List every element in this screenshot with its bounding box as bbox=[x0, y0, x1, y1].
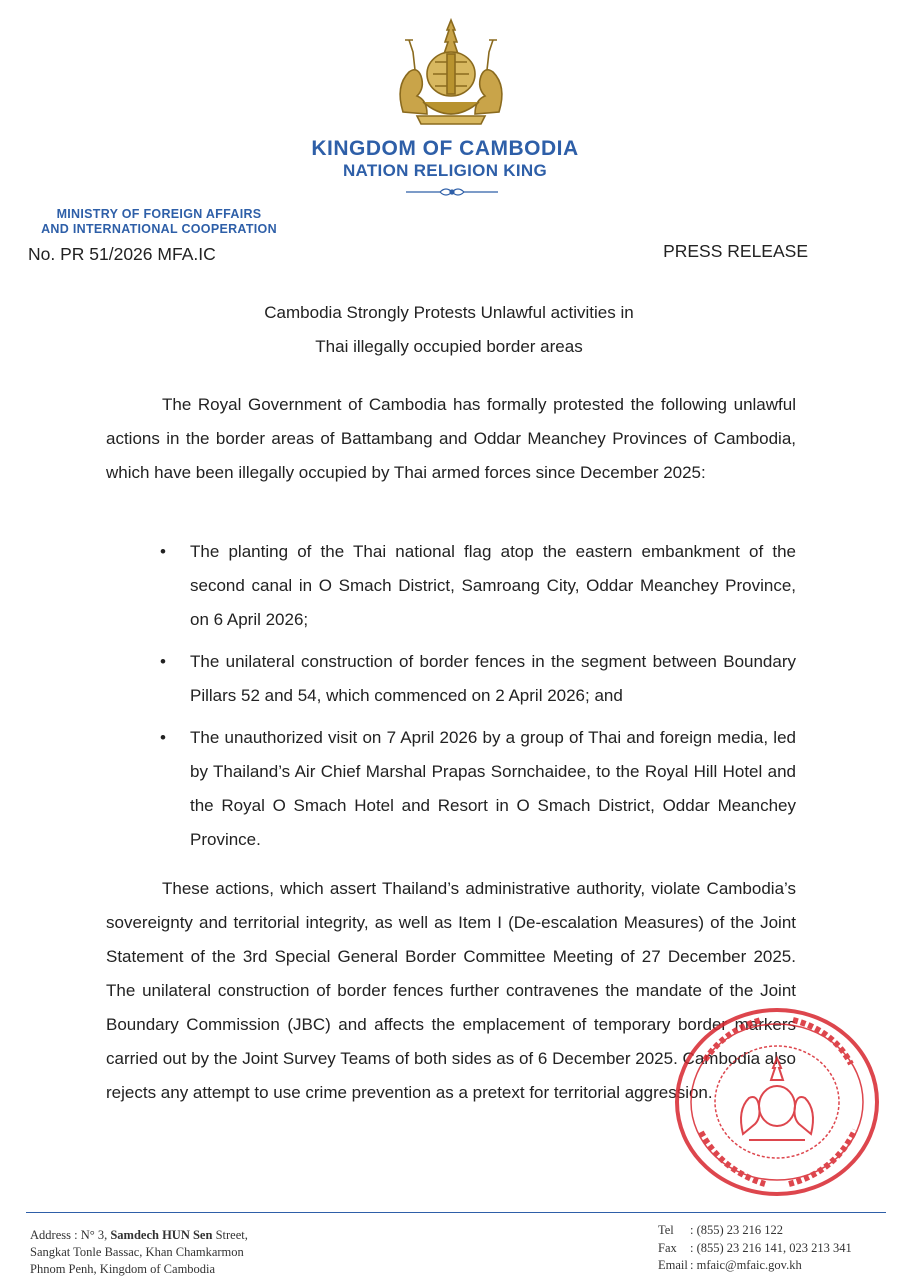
fax-label: Fax bbox=[658, 1240, 677, 1255]
list-item bbox=[160, 645, 796, 713]
ministry-line-2: AND INTERNATIONAL COOPERATION bbox=[41, 222, 277, 236]
address-line-3: Phnom Penh, Kingdom of Cambodia bbox=[30, 1262, 216, 1276]
national-motto: NATION RELIGION KING bbox=[342, 161, 547, 180]
footer-address bbox=[30, 1227, 248, 1278]
email-value: : mfaic@mfaic.gov.kh bbox=[690, 1258, 802, 1272]
list-item bbox=[160, 535, 796, 637]
email-label: Email bbox=[658, 1258, 688, 1272]
headline-line-2: Thai illegally occupied border areas bbox=[315, 337, 583, 356]
contact-email bbox=[658, 1257, 852, 1275]
fax-value: : (855) 23 216 141, 023 213 341 bbox=[690, 1240, 852, 1255]
closing-paragraph: These actions, which assert Thailand’s administrative authority, violate Cambodia’s sovereignty and territorial integrity, as well as Item I (De-escalation Measures) of the Joint Statement of the 3rd Special General Border Committee Meeting of 27 December 2025. The unilateral construction of border fences further contravenes the mandate of the Joint Boundary Commission (JBC) and affects the emplacement of temporary border markers carried out by the Joint Survey Teams of both sides as of 6 December 2025. Cambodia also rejects any attempt to use crime prevention as a pretext for territorial aggression. bbox=[106, 879, 796, 1102]
document-type: PRESS RELEASE bbox=[663, 241, 808, 261]
list-item-text: The unauthorized visit on 7 April 2026 by a group of Thai and foreign media, led by Thailand’s Air Chief Marshal Prapas Sornchaidee, to the Royal Hill Hotel and the Royal O Smach Hotel and Resort in O Smach District, Oddar Meanchey Province. bbox=[190, 728, 796, 849]
press-release-headline bbox=[150, 296, 748, 364]
bullet-icon: • bbox=[160, 542, 166, 561]
address-street-name: Samdech HUN Sen bbox=[110, 1228, 213, 1242]
address-prefix: Address : N° 3, bbox=[30, 1228, 111, 1242]
headline-line-1: Cambodia Strongly Protests Unlawful activities in bbox=[264, 303, 634, 322]
address-line-1 bbox=[30, 1227, 248, 1244]
ministry-name bbox=[24, 207, 294, 237]
tel-value: : (855) 23 216 122 bbox=[690, 1223, 784, 1237]
footer-divider bbox=[26, 1212, 886, 1213]
list-item-text: The planting of the Thai national flag atop the eastern embankment of the second canal in O Smach District, Samroang City, Oddar Meanchey Province, on 6 April 2026; bbox=[190, 542, 796, 629]
tel-label: Tel bbox=[658, 1223, 674, 1237]
ministry-seal-stamp-icon bbox=[665, 1002, 885, 1202]
reference-number: No. PR 51/2026 MFA.IC bbox=[28, 244, 216, 264]
bullet-icon: • bbox=[160, 728, 166, 747]
intro-paragraph: The Royal Government of Cambodia has formally protested the following unlawful actions in the border areas of Battambang and Oddar Meanchey Provinces of Cambodia, which have been illegally occupied by Thai armed forces since December 2025: bbox=[106, 395, 796, 482]
contact-tel bbox=[658, 1222, 852, 1240]
bullet-icon: • bbox=[160, 652, 166, 671]
kingdom-title: KINGDOM OF CAMBODIA bbox=[311, 137, 579, 160]
protested-actions-list bbox=[160, 535, 796, 857]
footer-contact bbox=[658, 1222, 852, 1275]
contact-fax bbox=[658, 1240, 852, 1258]
ornament-divider-icon bbox=[402, 185, 502, 199]
ministry-line-1: MINISTRY OF FOREIGN AFFAIRS bbox=[56, 207, 262, 221]
list-item-text: The unilateral construction of border fences in the segment between Boundary Pillars 52 and 54, which commenced on 2 April 2026; and bbox=[190, 652, 796, 705]
list-item bbox=[160, 721, 796, 857]
address-street-suffix: Street, bbox=[212, 1228, 248, 1242]
royal-emblem-icon bbox=[383, 16, 519, 132]
address-line-2: Sangkat Tonle Bassac, Khan Chamkarmon bbox=[30, 1245, 244, 1259]
